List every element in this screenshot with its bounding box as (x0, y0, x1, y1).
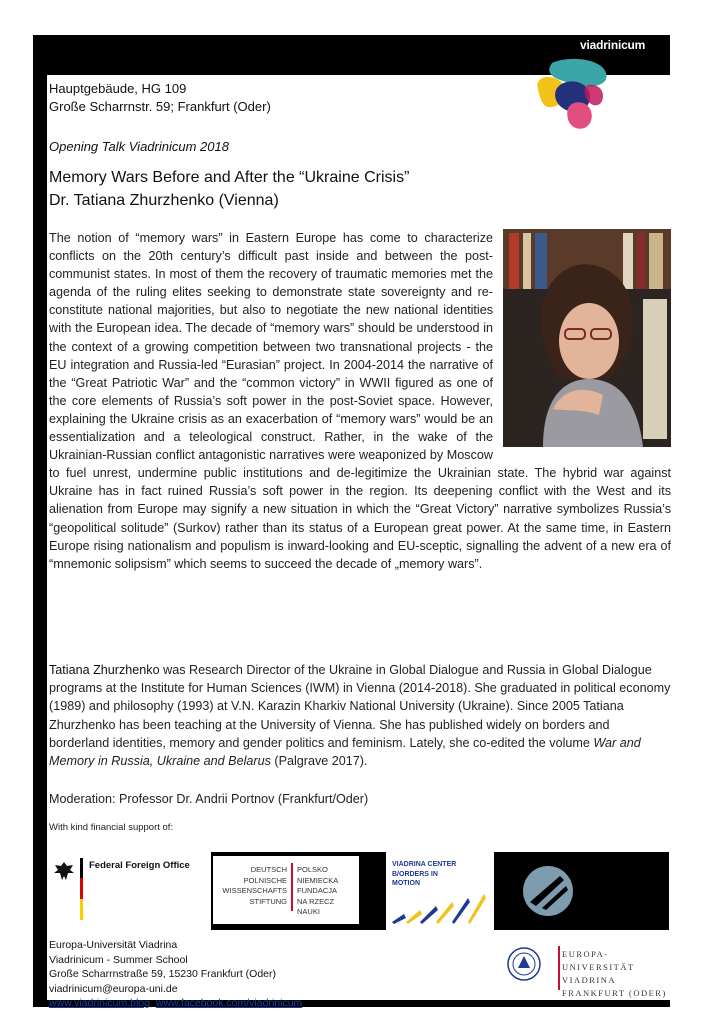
address-line-2: Große Scharrnstr. 59; Frankfurt (Oder) (49, 99, 271, 114)
abstract-text: The notion of “memory wars” in Eastern Europe has come to characterize conflicts on the 20th century’s difficult past inside and between the post-communist states. In most of them the recovery of traumatic memories met the agenda of the ruling elites seeking to demonstrate state sovereignty and re-constitute national majorities, but also to negotiate the new national identities with the European idea. The decade of “memory wars” should be understood in the context of a growing competition between two transnational projects - the EU integration and Russia-led “Eurasian” project. In 2004-2014 the narrative of the “Great Patriotic War” and the “common victory” in WWII figured as one of the core elements of Russia’s soft power in the post-Soviet space. However, explaining the Ukraine crisis as an exacerbation of “memory wars” would be an essentialization and a teleological construct. Rather, in the wake of the Ukrainian-Russian conflict antagonistic narratives were weaponized by Moscow to fuel unrest, undermine public institutions and de-legitimize the Ukrainian state. The hybrid war against Ukraine has in fact ruined Russia’s soft power in the region. Its deepening conflict with the West and its alienation from Europe may signify a new situation in which the “Great Victory” narrative symbolizes Russia’s “geopolitical solitude” (Surkov) rather than its status of a European great power. At the same time, in Eastern Europe rising nationalism and populism is inward-looking and EU-sceptic, signalling the advent of a new era of “mnemonic solipsism” which seems to succeed the decade of „memory wars”. (49, 231, 671, 571)
bio-text-2: (Palgrave 2017). (270, 754, 368, 769)
dpws-pl-line: POLSKO (297, 865, 328, 874)
euv-name (562, 948, 668, 1000)
event-title: Memory Wars Before and After the “Ukraine Crisis” (49, 169, 410, 186)
footer-line-2: Viadrinicum - Summer School (49, 953, 188, 966)
vcbm-line: VIADRINA CENTER (392, 861, 457, 868)
link-separator: ; (149, 997, 156, 1009)
event-title-block (49, 166, 409, 212)
ffo-label: Federal Foreign Office (89, 860, 190, 871)
left-frame-band (33, 35, 47, 1007)
euv-divider (558, 946, 560, 990)
federal-eagle-icon (53, 860, 75, 882)
event-subtitle: Opening Talk Viadrinicum 2018 (49, 139, 229, 154)
abstract-section (49, 229, 671, 573)
dpws-pl-line: NA RZECZ NAUKI (297, 896, 335, 916)
footer-links (49, 996, 302, 1011)
sponsor-dpws (213, 856, 359, 924)
euv-seal-icon (506, 946, 542, 982)
dpws-divider (291, 863, 293, 911)
sponsor-viadrina-center (386, 852, 494, 930)
footer-email: viadrinicum@europa-uni.de (49, 982, 178, 995)
footer-contact (49, 938, 302, 1011)
facebook-link[interactable]: www.facebook.com/viadrinicum (155, 997, 303, 1009)
footer-line-1: Europa-Universität Viadrina (49, 939, 178, 951)
foundation-circle-logo (520, 862, 576, 920)
bio-book-title: War and Memory in Russia, Ukraine and Belarus (49, 735, 641, 769)
german-flag-stripe (80, 858, 83, 920)
vcbm-line: B/ORDERS IN (392, 870, 438, 878)
euv-line: VIADRINA (562, 975, 617, 985)
speaker-bio (49, 661, 671, 770)
dpws-pl-line: NIEMIECKA (297, 875, 339, 885)
moderation-line: Moderation: Professor Dr. Andrii Portnov (Frankfurt/Oder) (49, 792, 369, 806)
dpws-polish-name (297, 865, 359, 918)
dpws-de-line: POLNISCHE (243, 875, 287, 885)
euv-line: FRANKFURT (ODER) (562, 988, 667, 998)
vcbm-label (392, 860, 456, 889)
blog-link[interactable]: www.viadrinicum.blog (49, 997, 150, 1009)
bio-text-1: was Research Director of the Ukraine in Global Dialogue and Russia in Global Dialogue programs at the Institute for Human Sciences (IWM) in Vienna (2014-2018). She graduated in political economy (1989) and philosophy (1993) at V.N. Karazin Kharkiv National University (Ukraine). Since 2005 Tatiana Zhurzhenko has been teaching at the University of Vienna. She has published widely on borders and borderland identities, memory and gender politics and feminism. Lately, she co-edited the volume (49, 663, 671, 750)
euv-logo (500, 936, 668, 1000)
dpws-de-line: WISSENSCHAFTS (222, 886, 287, 895)
dpws-german-name (217, 865, 287, 907)
sponsor-federal-foreign-office (47, 852, 211, 930)
dpws-de-line: STIFTUNG (249, 896, 287, 906)
viadrinicum-logo-text: viadrinicum (580, 38, 646, 52)
dpws-pl-line: FUNDACJA (297, 886, 338, 895)
footer-line-3: Große Scharrnstraße 59, 15230 Frankfurt (Oder) (49, 968, 277, 980)
support-label: With kind financial support of: (49, 822, 174, 833)
venue-address (49, 80, 271, 116)
speaker-photo (503, 229, 671, 447)
vcbm-stripes-icon (390, 894, 490, 924)
address-line-1: Hauptgebäude, HG 109 (49, 81, 187, 96)
bio-name: Tatiana Zhurzhenko (49, 663, 160, 677)
event-speaker: Dr. Tatiana Zhurzhenko (Vienna) (49, 192, 279, 209)
vcbm-line: MOTION (392, 880, 420, 887)
viadrinicum-logo-icon (530, 55, 610, 133)
dpws-de-line: DEUTSCH (250, 865, 287, 874)
euv-line: EUROPA-UNIVERSITÄT (562, 949, 635, 972)
